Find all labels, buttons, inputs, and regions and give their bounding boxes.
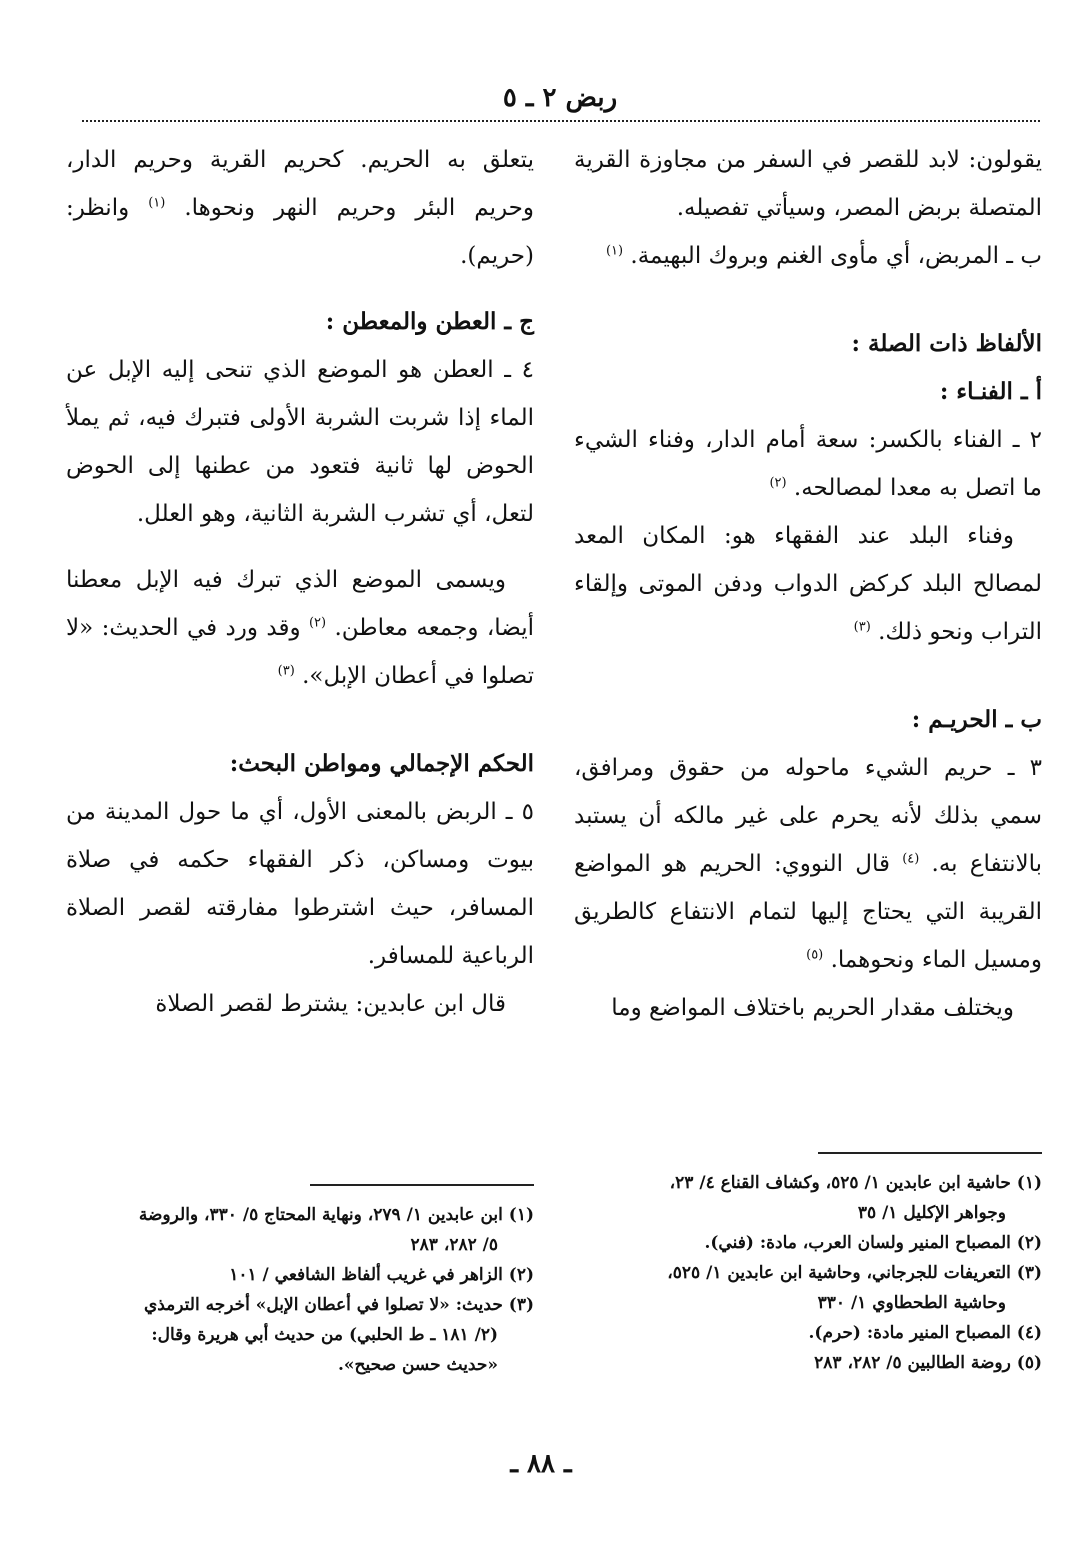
footnote-continuation: (٢/ ١٨١ ـ ط الحلبي) من حديث أبي هريرة وقال: bbox=[151, 1325, 498, 1345]
footnotes-right bbox=[574, 1168, 1042, 1378]
footnote-ref: (٢) bbox=[308, 615, 327, 631]
paragraph: ٤ ـ العطن هو الموضع الذي تنحى إليه الإبل عن الماء إذا شربت الشربة الأولى فتبرك فيه، ثم يملأ الحوض لها ثانية فتعود من عطنها إلى الحوض لتعل، أي تشرب الشربة الثانية، وهو العلل. bbox=[66, 357, 534, 527]
footnote-separator bbox=[818, 1152, 1042, 1154]
footnote-ref: (٢) bbox=[769, 475, 787, 491]
paragraph: ٣ ـ حريم الشيء ماحوله من حقوق ومرافق، سمي بذلك لأنه يحرم على غير مالكه أن يستبد بالانتفاع به. $^{(٤)}$ قال النووي: الحريم هو المواضع القريبة التي يحتاج إليها لتمام الانتفاع كالطريق ومسيل الماء ونحوهما. $^{(٥)}$ bbox=[574, 755, 1043, 973]
footnote-separator bbox=[310, 1184, 534, 1186]
footnote: (١) ابن عابدين ١/ ٢٧٩، ونهاية المحتاج ٥/ ٣٣٠، والروضة bbox=[138, 1205, 534, 1225]
subsection-heading: ج ـ العطن والمعطن : bbox=[325, 308, 534, 335]
footnote-ref: (٤) bbox=[902, 851, 920, 867]
footnotes-left bbox=[66, 1200, 534, 1380]
subsection-heading: ب ـ الحريـم : bbox=[911, 706, 1042, 733]
subsection-heading: أ ـ الفنـاء : bbox=[939, 378, 1042, 405]
section-heading: الحكم الإجمالي ومواطن البحث: bbox=[229, 750, 534, 777]
footnote-ref: (١) bbox=[148, 195, 166, 211]
footnote-ref: (٣) bbox=[277, 663, 295, 679]
footnote: (٤) المصباح المنير مادة: (حرم). bbox=[808, 1323, 1042, 1343]
footnote: (١) حاشية ابن عابدين ١/ ٥٢٥، وكشاف القناع ٤/ ٢٣، bbox=[669, 1173, 1042, 1193]
paragraph: ويختلف مقدار الحريم باختلاف المواضع وما bbox=[611, 995, 1014, 1021]
paragraph: يقولون: لابد للقصر في السفر من مجاوزة القرية المتصلة بربض المصر، وسيأتي تفصيله. bbox=[574, 147, 1042, 221]
footnote-continuation: وجواهر الإكليل ١/ ٣٥ bbox=[857, 1203, 1006, 1223]
left-column bbox=[66, 136, 534, 1028]
paragraph: ويسمى الموضع الذي تبرك فيه الإبل معطنا أيضا، وجمعه معاطن. $^{(٢)}$ وقد ورد في الحديث: «لا تصلوا في أعطان الإبل». $^{(٣)}$ bbox=[66, 567, 535, 689]
footnote: (٢) الزاهر في غريب ألفاظ الشافعي / ١٠١ bbox=[229, 1265, 534, 1285]
footnote: (٣) التعريفات للجرجاني، وحاشية ابن عابدين ١/ ٥٢٥، bbox=[667, 1263, 1042, 1283]
page-number: ـ ٨٨ ـ bbox=[510, 1449, 572, 1479]
footnote-ref: (١) bbox=[605, 243, 624, 259]
paragraph: ٥ ـ الربض بالمعنى الأول، أي ما حول المدينة من بيوت ومساكن، ذكر الفقهاء حكمه في صلاة المسافر، حيث اشترطوا مفارقته لقصر الصلاة الرباعية للمسافر. bbox=[66, 799, 534, 969]
footnote: (٥) روضة الطالبين ٥/ ٢٨٢، ٢٨٣ bbox=[814, 1353, 1042, 1373]
paragraph: وفناء البلد عند الفقهاء هو: المكان المعد لمصالح البلد كركض الدواب ودفن الموتى وإلقاء التراب ونحو ذلك. $^{(٣)}$ bbox=[574, 523, 1042, 645]
paragraph: يتعلق به الحريم. كحريم القرية وحريم الدار، وحريم البئر وحريم النهر ونحوها. $^{(١)}$ وانظر: (حريم). bbox=[66, 147, 534, 269]
running-header: ربض ٢ ـ ٥ bbox=[502, 83, 618, 113]
footnote-ref: (٥) bbox=[806, 947, 824, 963]
paragraph: قال ابن عابدين: يشترط لقصر الصلاة bbox=[155, 991, 506, 1017]
footnote: (٢) المصباح المنير ولسان العرب، مادة: (فني). bbox=[704, 1233, 1042, 1253]
header-dotted-rule bbox=[82, 120, 1040, 122]
footnote-continuation: ٥/ ٢٨٢، ٢٨٣ bbox=[410, 1235, 498, 1255]
footnote: (٣) حديث: «لا تصلوا في أعطان الإبل» أخرجه الترمذي bbox=[143, 1295, 534, 1315]
right-column bbox=[574, 136, 1042, 1032]
paragraph: ٢ ـ الفناء بالكسر: سعة أمام الدار، وفناء الشيء ما اتصل به معدا لمصالحه. $^{(٢)}$ bbox=[574, 427, 1042, 501]
footnote-continuation: وحاشية الطحطاوي ١/ ٣٣٠ bbox=[817, 1293, 1006, 1313]
footnote-ref: (٣) bbox=[853, 619, 871, 635]
section-heading: الألفاظ ذات الصلة : bbox=[851, 330, 1042, 357]
paragraph: ب ـ المربض، أي مأوى الغنم وبروك البهيمة. $^{(١)}$ bbox=[605, 243, 1042, 269]
footnote-continuation: «حديث حسن صحيح». bbox=[338, 1355, 498, 1375]
